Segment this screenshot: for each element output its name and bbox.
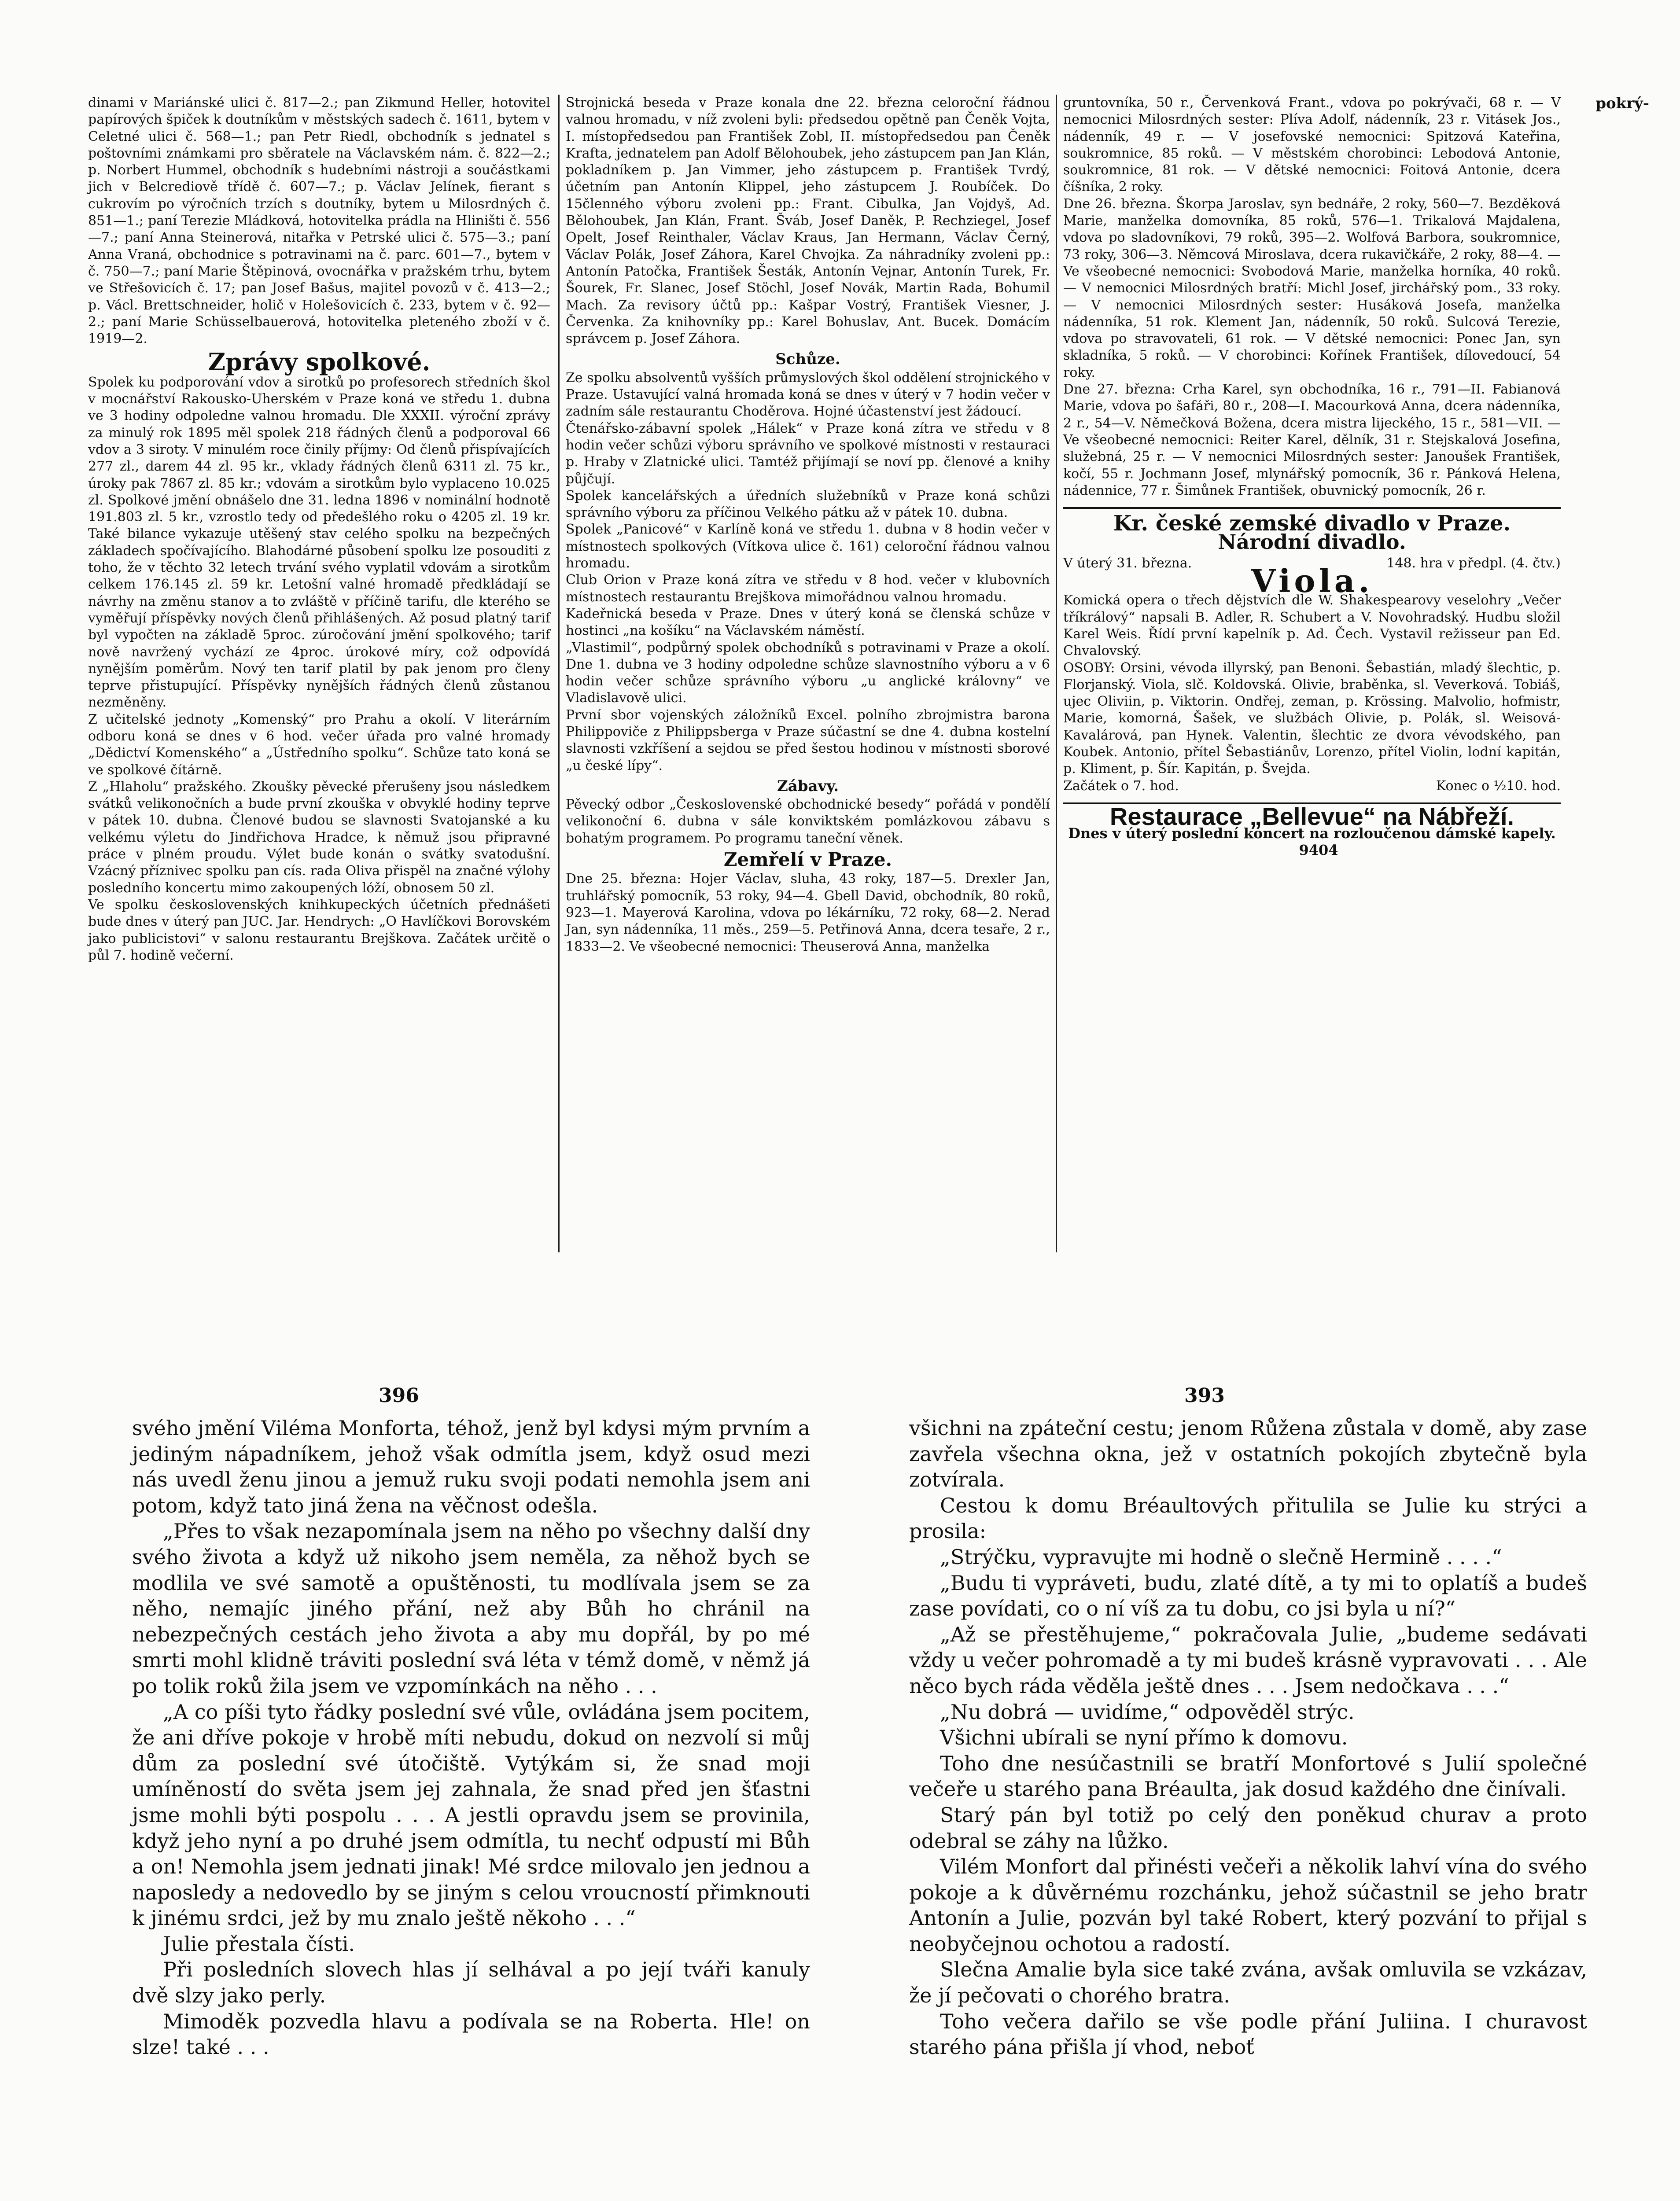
novel-paragraph: Všichni ubírali se nyní přímo k domovu. — [940, 1726, 1348, 1750]
start-time: Začátek o 7. hod. — [1063, 778, 1179, 794]
novel-paragraph: všichni na zpáteční cestu; jenom Růžena zůstala v domě, aby zase zavřela všechna okna, jež v ostatních pokojích zbytečně byla zotvírala. — [909, 1416, 1587, 1492]
trade-registry-text: dinami v Mariánské ulici č. 817—2.; pan Zikmund Heller, hotovitel papírových špiček k doutníkům v městských sadech č. 1611, bytem v Celetné ulici č. 568—1.; pan Petr Riedl, obchodník s jednatel s poštovními známkami pro sběratele na Václavském nám. č. 822—2.; p. Norbert Hummel, obchodník s hudebními nástroji a součástkami jich v Belcrediově třídě č. 607—7.; p. Václav Jelínek, fierant s cukrovím po výročních trzích s doutníky, bytem u Milosrdných č. 851—1.; paní Terezie Mládková, hotovitelka prádla na Hliništi č. 556—7.; paní Anna Steinerová, nitařka v Petrské ulici č. 575—3.; paní Anna Vraná, obchodnice s potravinami na č. parc. 601—7., bytem v č. 750—7.; paní Marie Štěpinová, ovocnářka v pražském trhu, bytem ve Střešovicích č. 17; pan Josef Bašus, majitel povozů v č. 413—2.; p. Václ. Brettschneider, holič v Holešovicích č. 233, bytem v č. 92—2.; paní Marie Schüsselbauerová, hotovitelka pleteného zboží v č. 1919—2. — [88, 95, 550, 347]
novel-right-page — [909, 1415, 1587, 2060]
play-description: Komická opera o třech dějstvích dle W. Shakespearovy veselohry „Večer tříkrálový“ napsali B. Adler, R. Schubert a V. Novohradský. Hudbu složil Karel Weis. Řídí první kapelník p. Ad. Čech. Vystavil režisseur pan Ed. Chvalovský. — [1063, 593, 1561, 659]
article-text: Spolek „Panicové“ v Karlíně koná ve středu 1. dubna v 8 hodin večer v místnostech spolkových (Vítkova ulice č. 161) celoroční řádnou valnou hromadu. — [566, 522, 1050, 571]
article-text: Z učitelské jednoty „Komenský“ pro Prahu a okolí. V literárním odboru koná se dnes v 6 hod. večer úřada pro valné hromady „Dědictví Komenského“ a „Ústředního spolku“. Schůze tato koná se ve spolkové čítárně. — [88, 711, 550, 778]
column-divider — [558, 95, 560, 1252]
section-heading-spolky: Zprávy spolkové. — [208, 348, 431, 376]
novel-paragraph: Toho dne nesúčastnili se bratří Monfortové s Julií společné večeře u starého pana Bréaulta, jak dosud každého dne činívali. — [909, 1751, 1587, 1801]
novel-paragraph: „A co píši tyto řádky poslední své vůle, ovládána jsem pocitem, že ani dříve pokoje v hrobě míti nebudu, dokud on nezvolí si můj dům za poslední své útočiště. Vytýkám si, že snad moji umíněností do světa jsem jej zahnala, že snad před jen šťastni jsme mohli býti pospolu . . . A jestli opravdu jsem se provinila, když jeho nyní a po druhé jsem odmítla, tu nechť odpustí mi Bůh a on! Nemohla jsem jednati jinak! Mé srdce milovalo jen jednou a naposledy a nedovedlo by se jiným s celou vroucností přimknouti k jinému srdci, jež by mu znalo ještě někoho . . .“ — [132, 1700, 810, 1930]
obituary-text: Dne 25. března: Hojer Václav, sluha, 43 roky, 187—5. Drexler Jan, truhlářský pomocník, 53 roky, 94—4. Gbell David, obchodník, 80 roků, 923—1. Mayerová Karolina, vdova po lékárníku, 72 roky, 68—2. Nerad Jan, syn nádenníka, 11 měs., 259—5. Petřinová Anna, dcera tesaře, 2 r., 1833—2. Ve všeobecné nemocnici: Theuserová Anna, manželka — [566, 871, 1050, 954]
article-text: Ze spolku absolventů vyšších průmyslových škol oddělení strojnického v Praze. Ustavující valná hromada koná se dnes v úterý v 7 hodin večer v zadním sále restaurantu Choděrova. Hojné účastenství jest žádoucí. — [566, 370, 1050, 420]
novel-paragraph: Slečna Amalie byla sice také zvána, avšak omluvila se vzkázav, že jí pečovati o chorého bratra. — [909, 1958, 1587, 2008]
article-text: Club Orion v Praze koná zítra ve středu v 8 hod. večer v klubovních místnostech restaurantu Brejškova mimořádnou valnou hromadu. — [566, 572, 1050, 605]
theatre-title: Kr. české zemské divadlo v Praze. — [1063, 507, 1561, 532]
start-end-row — [1063, 778, 1561, 795]
ad-number: 9404 — [1299, 842, 1338, 859]
novel-paragraph: Cestou k domu Bréaultových přitulila se Julie ku strýci a prosila: — [909, 1493, 1587, 1543]
novel-paragraph: Toho večera dařilo se vše podle přání Juliina. I churavost starého pána přišla jí vhod, neboť — [909, 2009, 1587, 2059]
page-number-right: 393 — [1184, 1384, 1225, 1407]
article-text: Spolek ku podporování vdov a sirotků po profesorech středních škol v mocnářství Rakousko-Uherském v Praze koná ve středu 1. dubna ve 3 hodiny odpoledne valnou hromadu. Dle XXXII. výroční zprávy za minulý rok 1895 měl spolek 218 řádných členů a podporoval 66 vdov a 3 siroty. V minulém roce činily příjmy: Od členů přispívajících 277 zl., darem 44 zl. 95 kr., vklady řádných členů 6311 zl. 75 kr., úroky pak 7867 zl. 85 kr.; vdovám a sirotkům bylo vyplaceno 10.025 zl. Spolkové jmění obnášelo dne 31. ledna 1896 v nominální hodnotě 191.803 zl. 5 kr., vzrostlo tedy od předešlého roku o 4205 zl. 19 kr. Také bilance vykazuje utěšený stav celého spolku na bezpečných základech spočívajícího. Blahodárné působení spolku lze posouditi z toho, že v těchto 32 letech trvání svého vyplatil vdovám a sirotkům celkem 176.145 zl. 59 kr. Letošní valné hromadě předkládají se návrhy na změnu stanov a to zvláště v příčině tarifu, dle kterého se vyměřují příspěvky nových členů přihlášených. Až posud platný tarif byl vypočten na základě 5proc. zúročování jmění spolkového; tarif nově navržený vychází ze 4proc. úrokové míry, což odpovídá nynějším poměrům. Nový ten tarif platil by pak jenom pro členy teprve přistupující. Příspěvky nynějších řádných členů zůstanou nezměněny. — [88, 374, 550, 710]
obituary-text: Dne 27. března: Crha Karel, syn obchodníka, 16 r., 791—II. Fabianová Marie, vdova po šafáři, 80 r., 208—I. Macourková Anna, dcera nádenníka, 2 r., 54—V. Němečková Božena, dcera mistra lijeckého, 15 r., 581—VII. — Ve všeobecné nemocnici: Reiter Karel, dělník, 31 r. Stejskalová Josefina, služebná, 25 r. — V nemocnici Milosrdných sester: Janoušek František, kočí, 55 r. Jochmann Josef, mlynářský pomocník, 36 r. Pánková Helena, nádennice, 77 r. Šimůnek František, obuvnický pomocník, 26 r. — [1063, 382, 1561, 498]
novel-paragraph: „Přes to však nezapomínala jsem na něho po všechny další dny svého života a když už nikoho jsem neměla, za něhož bych se modlila ve své samotě a opuštěnosti, tu modlívala jsem se za něho, nemajíc jiného přání, než aby Bůh ho chránil na nebezpečných cestách jeho života a aby mu dopřál, by po mé smrti mohl klidně tráviti poslední svá léta v témž domě, v němž já po tolik roků žila jsem ve vzpomínkách na něho . . . — [132, 1519, 810, 1698]
news-column-2 — [566, 95, 1050, 955]
novel-paragraph: „Až se přestěhujeme,“ pokračovala Julie, „budeme sedávati vždy u večer pohromadě a ty mi budeš krásně vypravovati . . . Ale něco bych ráda věděla ještě dnes . . . Jsem nedočkava . . .“ — [909, 1622, 1587, 1698]
section-heading-schuze: Schůze. — [775, 350, 840, 368]
performance-number: 148. hra v předpl. (4. čtv.) — [1386, 555, 1561, 571]
novel-paragraph: „Budu ti vypráveti, budu, zlaté dítě, a ty mi to oplatíš a budeš zase povídati, co o ní víš za tu dobu, co jsi byla u ní?“ — [909, 1571, 1587, 1621]
novel-paragraph: „Strýčku, vypravujte mi hodně o slečně Hermině . . . .“ — [940, 1545, 1502, 1569]
article-text: První sbor vojenských záložníků Excel. polního zbrojmistra barona Philippoviče z Philippsberga v Praze súčastní se dne 4. dubna kostelní slavnosti vzkříšení a sejdou se před šestou hodinou v místnosti sborové „u české lípy“. — [566, 707, 1050, 773]
novel-paragraph: svého jmění Viléma Monforta, téhož, jenž byl kdysi mým prvním a jediným nápadníkem, jehož však odmítla jsem, když osud mezi nás uvedl ženu jinou a jemuž ruku svoji podati nemohla jsem ani potom, když tato jiná žena na věčnost odešla. — [132, 1416, 810, 1517]
novel-paragraph: Starý pán byl totiž po celý den poněkud churav a proto odebral se záhy na lůžko. — [909, 1803, 1587, 1853]
play-title: Viola. — [1251, 562, 1373, 600]
article-text: Ve spolku československých knihkupeckých účetních přednášeti bude dnes v úterý pan JUC. Jar. Hendrych: „O Havlíčkovi Borovském jako publicistovi“ v salonu restaurantu Brejškova. Začátek určitě o půl 7. hodině večerní. — [88, 897, 550, 963]
column-divider — [1056, 95, 1057, 1252]
article-text: Spolek kancelářských a úředních služebníků v Praze koná schůzi správního výboru za příčinou Velkého pátku až v pátek 10. dubna. — [566, 488, 1050, 521]
corner-fragment: pokrý- — [1595, 95, 1649, 112]
article-text: Pěvecký odbor „Československé obchodnické besedy“ pořádá v pondělí velikonoční 6. dubna v sále konviktském pomlázkovou zábavu s bohatým programem. Po programu taneční věnek. — [566, 797, 1050, 846]
play-cast: OSOBY: Orsini, vévoda illyrský, pan Benoni. Šebastián, mladý šlechtic, p. Florjanský. Viola, slč. Koldovská. Olivie, braběnka, sl. Veverková. Tobiáš, ujec Oliviin, p. Viktorin. Ondřej, zeman, p. Krössing. Malvolio, hofmistr, Marie, komorná, Šašek, ve službách Olivie, p. Polák, sl. Weisová-Kavalárová, pan Hynek. Valentin, šlechtic ze dvora vévodského, pan Koubek. Antonio, přítel Šebastiánův, Lorenzo, přítel Violin, lodní kapitán, p. Kliment, p. Šír. Kapitán, p. Švejda. — [1063, 660, 1561, 777]
ad-text: Dnes v úterý poslední koncert na rozloučenou dámské kapely. — [1068, 825, 1556, 842]
theatre-subtitle: Národní divadlo. — [1218, 530, 1406, 554]
obituary-text: gruntovníka, 50 r., Červenková Frant., vdova po pokrývači, 68 r. — V nemocnici Milosrdných sester: Plíva Adolf, nádenník, 23 r. Vitásek Jos., nádenník, 49 r. — V josefovské nemocnici: Spitzová Kateřina, soukromnice, 85 roků. — V městském chorobinci: Lebodová Antonie, soukromnice, 81 rok. — V dětské nemocnici: Foitová Antonie, dcera číšníka, 2 roky. — [1063, 95, 1561, 195]
article-text: Kadeřnická beseda v Praze. Dnes v úterý koná se členská schůze v hostinci „na košíku“ na Václavském náměstí. — [566, 606, 1050, 639]
news-column-3 — [1063, 95, 1561, 859]
novel-paragraph: Mimoděk pozvedla hlavu a podívala se na Roberta. Hle! on slze! také . . . — [132, 2009, 810, 2059]
article-text: „Vlastimil“, podpůrný spolek obchodníků s potravinami v Praze a okolí. Dne 1. dubna ve 3 hodiny odpoledne schůze slavnostního výboru a v 6 hodin večer schůze správního výboru „u anglické královny“ ve Vladislavově ulici. — [566, 640, 1050, 706]
novel-paragraph: Vilém Monfort dal přinésti večeři a několik lahví vína do svého pokoje a k důvěrnému rozchánku, jehož súčastnil se jeho bratr Antonín a Julie, pozván byl také Robert, který pozvání to přijal s neobyčejnou ochotou a radostí. — [909, 1855, 1587, 1956]
end-time: Konec o ½10. hod. — [1436, 778, 1561, 794]
article-text: Strojnická beseda v Praze konala dne 22. března celoroční řádnou valnou hromadu, v níž zvoleni byli: předsedou opětně pan Čeněk Vojta, I. místopředsedou pan František Zobl, II. místopředsedou pan Čeněk Krafta, jednatelem pan Adolf Bělohoubek, jeho zástupcem pan Jan Klán, pokladníkem p. Jan Vimmer, jeho zástupcem p. František Tvrdý, účetním pan Antonín Klippel, jeho zástupcem J. Roubíček. Do 15členného výboru zvoleni pp.: Frant. Cibulka, Jan Vojdyš, Ad. Bělohoubek, Jan Klán, Frant. Šváb, Josef Daněk, P. Rechziegel, Josef Opelt, Josef Reinthaler, Václav Kraus, Jan Hermann, Václav Černý, Václav Polák, Josef Záhora, Karel Chvojka. Za náhradníky zvoleni pp.: Antonín Patočka, František Šesták, Antonín Vejnar, Antonín Turek, Fr. Šourek, Fr. Slanec, Josef Stöchl, Josef Novák, Martin Rada, Bohumil Mach. Za revisory účtů pp.: Kašpar Vostrý, František Viesner, J. Červenka. Za knihovníky pp.: Karel Bohuslav, Ant. Bucek. Domácím správcem p. Josef Záhora. — [566, 95, 1050, 347]
article-text: Čtenářsko-zábavní spolek „Hálek“ v Praze koná zítra ve středu v 8 hodin večer schůzi výboru správního ve spolkové místnosti v restauraci p. Hraby v Zlatnické ulici. Tamtéž přijímají se noví pp. členové a knihy půjčují. — [566, 420, 1050, 487]
article-text: Z „Hlaholu“ pražského. Zkoušky pěvecké přerušeny jsou následkem svátků velikonočních a bude první zkouška v obvyklé hodiny teprve v pátek 10. dubna. Členové budou se slavnosti Svatojanské a ku velkému výletu do Jindřichova Hradce, k němuž jsou připravné práce v plném proudu. Výlet bude konán o svátky svatodušní. Vzácný příznivec spolku pan cís. rada Oliva přispěl na značné výlohy posledního koncertu mimo zakoupených lóží, obnosem 50 zl. — [88, 779, 550, 896]
performance-date: V úterý 31. března. — [1063, 555, 1192, 571]
ad-title: Restaurace „Bellevue“ na Nábřeží. — [1063, 802, 1561, 825]
novel-paragraph: Při posledních slovech hlas jí selhával a po její tváři kanuly dvě slzy jako perly. — [132, 1958, 810, 2008]
novel-paragraph: Julie přestala čísti. — [163, 1932, 355, 1956]
section-heading-zemreli: Zemřelí v Praze. — [723, 849, 892, 871]
section-heading-zabavy: Zábavy. — [777, 777, 839, 795]
news-column-1 — [88, 95, 550, 964]
novel-left-page — [132, 1415, 810, 2060]
page-number-left: 396 — [379, 1384, 419, 1407]
obituary-text: Dne 26. března. Škorpa Jaroslav, syn bednáře, 2 roky, 560—7. Bezděková Marie, manželka domovníka, 85 roků, 576—1. Trikalová Majdalena, vdova po sladovníkovi, 79 roků, 395—2. Wolfová Barbora, soukromnice, 73 roky, 306—3. Němcová Miroslava, dcera rukavičkáře, 2 roky, 88—4. — Ve všeobecné nemocnici: Svobodová Marie, manželka horníka, 40 roků. — V nemocnici Milosrdných bratří: Michl Josef, jirchářský pom., 33 roky. — V nemocnici Milosrdných sester: Husáková Josefa, manželka nádenníka, 51 rok. Klement Jan, nádenník, 50 roků. Sulcová Terezie, vdova po stravovateli, 61 rok. — V dětské nemocnici: Ponec Jan, syn skladníka, 5 roků. — V chorobinci: Kořínek František, dílovedoucí, 54 roky. — [1063, 196, 1561, 380]
ad-line — [1063, 825, 1561, 859]
novel-paragraph: „Nu dobrá — uvidíme,“ odpověděl strýc. — [940, 1700, 1355, 1724]
